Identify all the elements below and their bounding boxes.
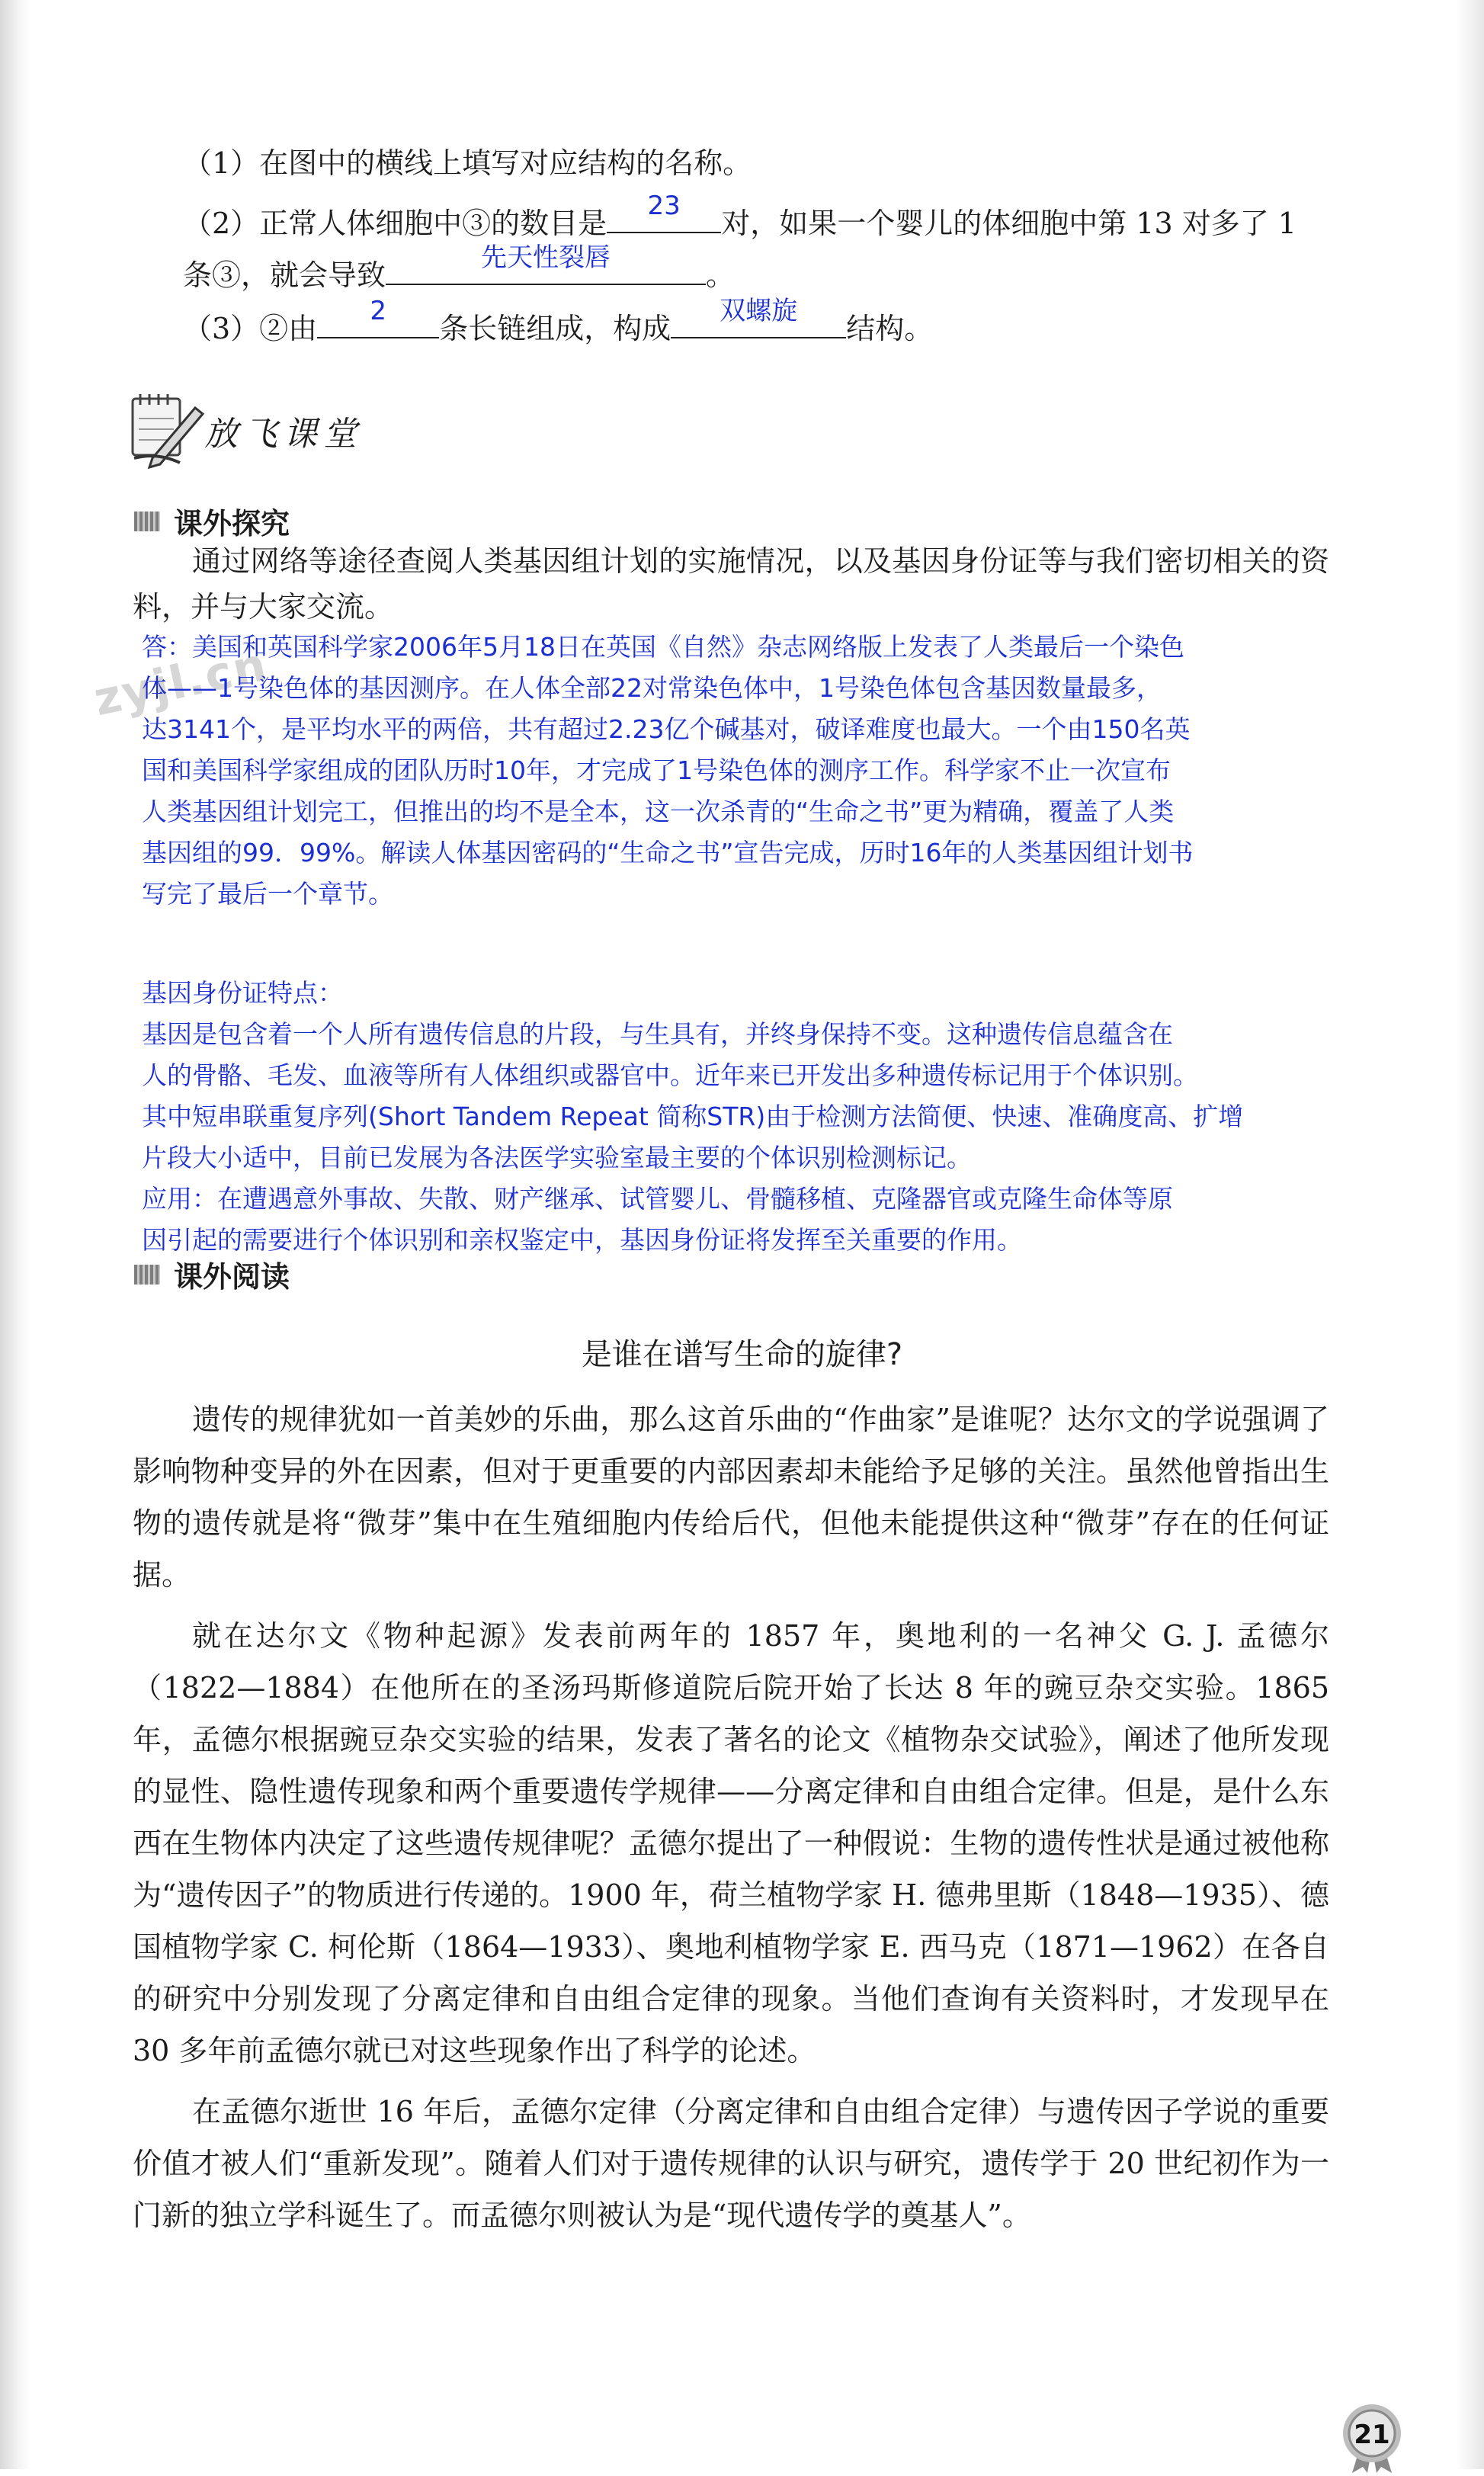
page-right-edge [1457,0,1484,2469]
question-3-suffix: 结构。 [846,312,934,345]
article-paragraph: 在孟德尔逝世 16 年后，孟德尔定律（分离定律和自由组合定律）与遗传因子学说的重要价值才被人们“重新发现”。随着人们对于遗传规律的认识与研究，遗传学于 20 世纪初作为一门新的独立学科诞生了。而孟德尔则被认为是“现代遗传学的奠基人”。 [133,2095,1329,2232]
answer-line: 人类基因组计划完工，但推出的均不是全本，这一次杀青的“生命之书”更为精确，覆盖了人类 [142,797,1175,826]
features-line: 人的骨骼、毛发、血液等所有人体组织或器官中。近年来已开发出多种遗传标记用于个体识别。 [142,1060,1198,1090]
section-marker-icon [134,1265,160,1285]
handwritten-answer: 2 [370,296,386,326]
answer-line: 写完了最后一个章节。 [142,879,393,909]
page-binding-shadow [0,0,30,2469]
question-3 [183,296,934,350]
section-banner [122,385,396,469]
section-marker-icon [134,512,160,531]
features-line: 其中短串联重复序列(Short Tandem Repeat 简称STR)由于检测方法简便、快速、准确度高、扩增 [142,1102,1244,1131]
features-line: 基因身份证特点： [142,978,343,1008]
answer-block [142,627,1346,915]
handwritten-answer: 23 [647,191,681,221]
article-body [133,1394,1329,2250]
handwritten-answer: 双螺旋 [720,296,798,326]
features-line: 基因是包含着一个人所有遗传信息的片段，与生具有，并终身保持不变。这种遗传信息蕴含在 [142,1019,1173,1049]
explore-prompt [133,538,1329,630]
article-paragraph: 遗传的规律犹如一首美妙的乐曲，那么这首乐曲的“作曲家”是谁呢？达尔文的学说强调了影响物种变异的外在因素，但对于更重要的内部因素却未能给予足够的关注。虽然他曾指出生物的遗传就是将“微芽”集中在生殖细胞内传给后代，但他未能提供这种“微芽”存在的任何证据。 [133,1403,1329,1592]
page-number: 21 [1354,2420,1390,2450]
section-title: 课外阅读 [174,1260,290,1294]
features-line: 应用：在遭遇意外事故、失散、财产继承、试管婴儿、骨髓移植、克隆器官或克隆生命体等原 [142,1184,1173,1214]
section-heading-reading [134,1253,290,1295]
answer-line: 答：美国和英国科学家2006年5月18日在英国《自然》杂志网络版上发表了人类最后一个染色 [142,632,1184,662]
gene-id-features-block [142,973,1346,1261]
watermark: zyjl.cn [89,637,273,727]
question-3-prefix: （3）②由 [183,312,318,345]
answer-blank-disease [386,242,706,285]
question-1: （1）在图中的横线上填写对应结构的名称。 [183,146,752,180]
question-2-line2-prefix: 条③，就会导致 [183,258,386,292]
question-2-line2-suffix: 。 [706,258,736,292]
question-2-line-1 [183,191,1296,245]
notebook-pencil-icon [122,385,213,469]
answer-blank-chromosome-pairs [607,191,721,233]
features-line: 片段大小适中，目前已发展为各法医学实验室最主要的个体识别检测标记。 [142,1143,972,1172]
question-2-prefix: （2）正常人体细胞中③的数目是 [183,207,607,240]
answer-blank-structure [671,296,846,338]
section-heading-explore [134,500,290,542]
article-paragraph: 就在达尔文《物种起源》发表前两年的 1857 年，奥地利的一名神父 G. J. 孟德尔（1822—1884）在他所在的圣汤玛斯修道院后院开始了长达 8 年的豌豆杂交实验。1865 年，孟德尔根据豌豆杂交实验的结果，发表了著名的论文《植物杂交试验》，阐述了他所发现的显性、隐性遗传现象和两个重要遗传学规律——分离定律和自由组合定律。但是，是什么东西在生物体内决定了这些遗传规律呢？孟德尔提出了一种假说：生物的遗传性状是通过被他称为“遗传因子”的物质进行传递的。1900 年，荷兰植物学家 H. 德弗里斯（1848—1935）、德国植物学家 C. 柯伦斯（1864—1933）、奥地利植物学家 E. 西马克（1871—1962）在各自的研究中分别发现了分离定律和自由组合定律的现象。当他们查询有关资料时，才发现早在 30 多年前孟德尔就已对这些现象作出了科学的论述。 [133,1619,1329,2067]
question-3-middle: 条长链组成，构成 [439,312,671,345]
banner-title: 放飞课堂 [204,415,363,454]
answer-line: 体——1号染色体的基因测序。在人体全部22对常染色体中，1号染色体包含基因数量最多， [142,673,1162,703]
features-line: 因引起的需要进行个体识别和亲权鉴定中，基因身份证将发挥至关重要的作用。 [142,1225,1022,1255]
question-2-line-2 [183,242,736,297]
prompt-text: 通过网络等途径查阅人类基因组计划的实施情况，以及基因身份证等与我们密切相关的资料，并与大家交流。 [133,544,1329,624]
answer-line: 国和美国科学家组成的团队历时10年，才完成了1号染色体的测序工作。科学家不止一次宣布 [142,755,1171,785]
article-title: 是谁在谱写生命的旋律? [581,1337,903,1372]
page-number-badge [1335,2400,1409,2473]
handwritten-answer: 先天性裂唇 [481,242,611,273]
question-2-middle: 对，如果一个婴儿的体细胞中第 13 对多了 1 [721,207,1296,240]
section-title: 课外探究 [174,507,290,540]
answer-blank-chain-count [317,296,439,338]
answer-line: 基因组的99．99%。解读人体基因密码的“生命之书”宣告完成，历时16年的人类基因组计划书 [142,838,1194,868]
answer-line: 达3141个，是平均水平的两倍，共有超过2.23亿个碱基对，破译难度也最大。一个由150名英 [142,714,1191,744]
